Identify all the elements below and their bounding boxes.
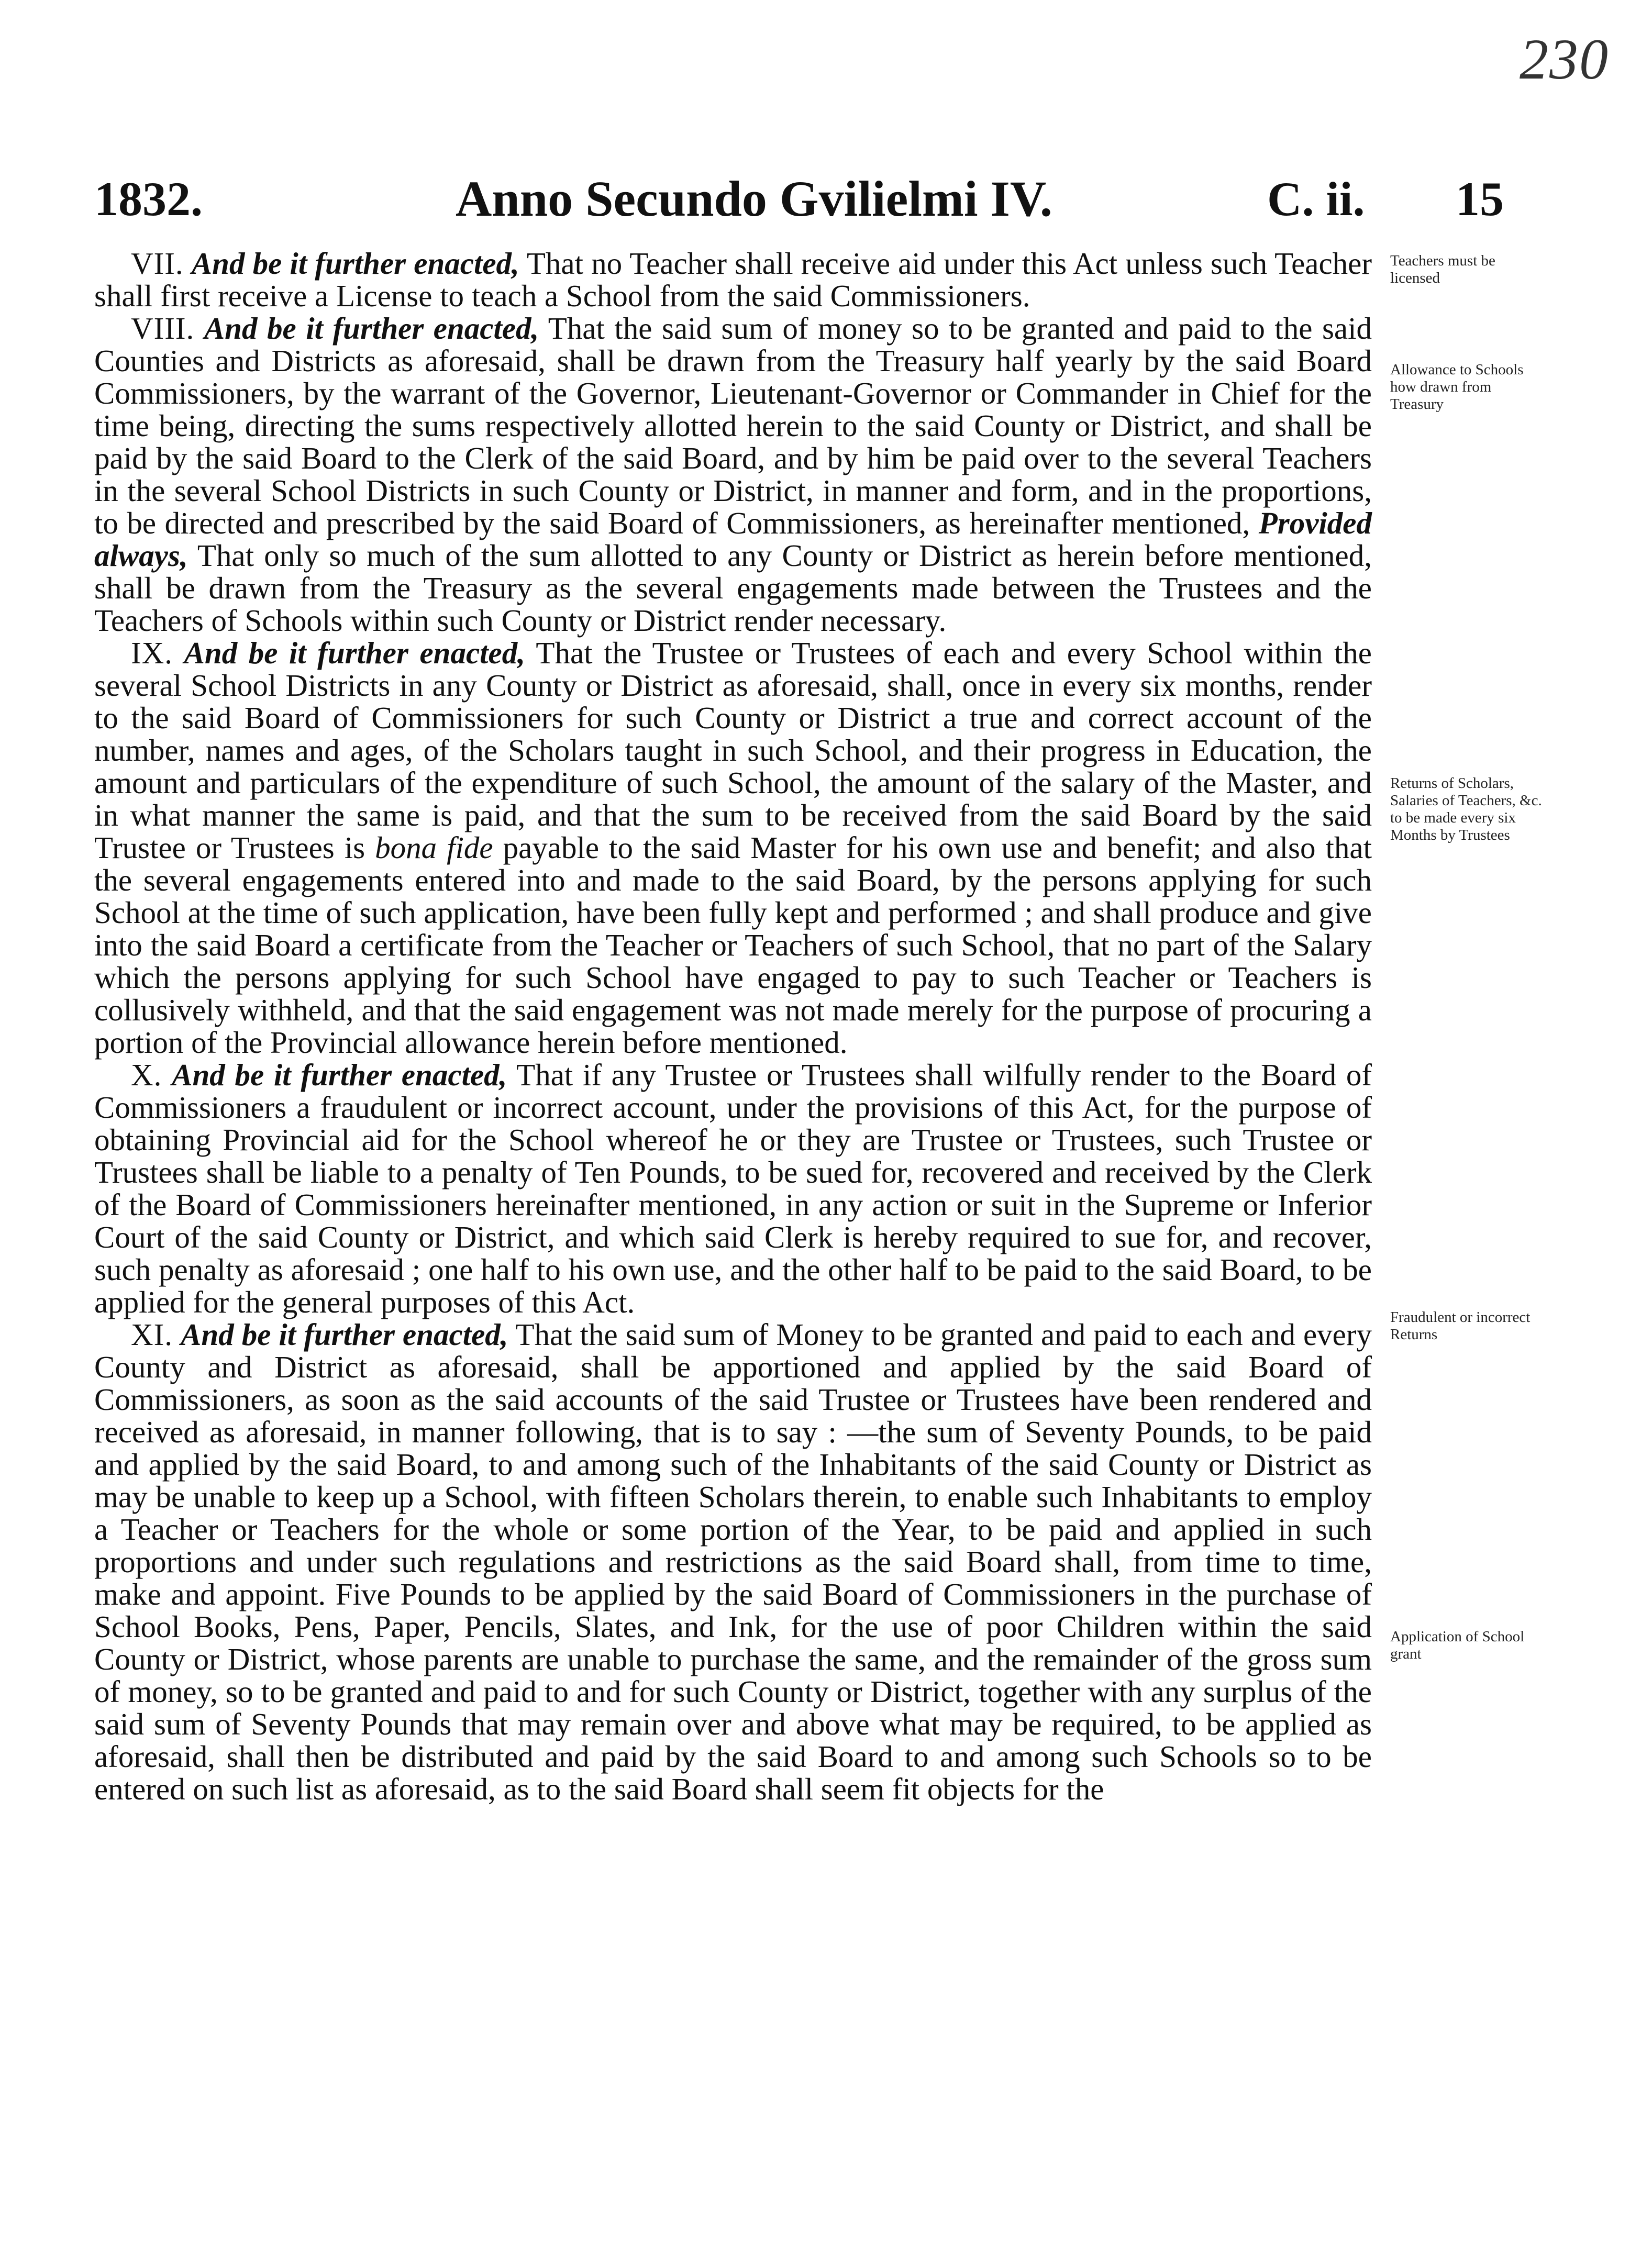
- header-chapter: C. ii.: [1267, 172, 1365, 226]
- section-number: IX.: [131, 636, 173, 670]
- section-number: X.: [131, 1058, 162, 1092]
- margin-note-returns: Returns of Scholars, Salaries of Teachers, &c. to be made every six Months by Trustees: [1390, 775, 1542, 843]
- margin-note-teachers-licensed: Teachers must be licensed: [1390, 252, 1495, 286]
- running-header: [94, 168, 1508, 230]
- enacting-phrase: And be it further enacted,: [181, 1317, 508, 1352]
- section-vii: [94, 247, 1372, 312]
- folio-number: 230: [1520, 27, 1609, 91]
- margin-note-application: Application of School grant: [1390, 1628, 1525, 1662]
- section-xi: [94, 1318, 1372, 1805]
- section-x: [94, 1059, 1372, 1318]
- header-title: Anno Secundo Gvilielmi IV.: [456, 171, 1052, 227]
- enacting-phrase: And be it further enacted,: [204, 311, 539, 346]
- section-text: That the said sum of money so to be granted and paid to the said Counties and Districts as aforesaid, shall be drawn from the Treasury half yearly by the said Board Commissioners, by the warrant of the Governor, Lieutenant-Governor or Commander in Chief for the time being, directing the sums respectively allotted herein to the said County or District, and shall be paid by the said Board to the Clerk of the said Board, and by him be paid over to the several Teachers in the several School Districts in such County or District, in manner and form, and in the proportions, to be directed and prescribed by the said Board of Commissioners, as hereinafter mentioned,: [94, 311, 1372, 540]
- section-text-continued: payable to the said Master for his own use and benefit; and also that the several engagements entered into and made to the said Board, by the persons applying for such School at the time of such application, have been fully kept and performed ; and shall produce and give into the said Board a certificate from the Teacher or Teachers of such School, that no part of the Salary which the persons applying for such School have engaged to pay to such Teacher or Teachers is collusively withheld, and that the said engagement was not made merely for the purpose of procuring a portion of the Provincial allowance herein before mentioned.: [94, 830, 1372, 1060]
- section-number: VII.: [131, 246, 184, 281]
- enacting-phrase: And be it further enacted,: [191, 246, 519, 281]
- header-year: 1832.: [94, 172, 203, 226]
- section-text: That no Teacher shall receive aid under this Act unless such Teacher shall first receive a License to teach a School from the said Commissioners.: [94, 246, 1372, 313]
- section-text: That the said sum of Money to be granted and paid to each and every County and District as aforesaid, shall be apportioned and applied by the said Board of Commissioners, as soon as the said accounts of the said Trustee or Trustees have been rendered and received as aforesaid, in manner following, that is to say : —the sum of Seventy Pounds, to be paid and applied by the said Board, to and among such of the Inhabitants of the said County or District as may be unable to keep up a School, with fifteen Scholars therein, to enable such Inhabitants to employ a Teacher or Teachers for the whole or some portion of the Year, to be paid and applied in such proportions and under such regulations and restrictions as the said Board shall, from time to time, make and appoint. Five Pounds to be applied by the said Board of Commissioners in the purchase of School Books, Pens, Paper, Pencils, Slates, and Ink, for the use of poor Children within the said County or District, whose parents are unable to purchase the same, and the remainder of the gross sum of money, so to be granted and paid to and for such County or District, together with any surplus of the said sum of Seventy Pounds that may remain over and above what may be required, to be applied as aforesaid, shall then be distributed and paid by the said Board to and among such Schools so to be entered on such list as aforesaid, as to the said Board shall seem fit objects for the: [94, 1317, 1372, 1806]
- section-text: That the Trustee or Trustees of each and every School within the several School Districts in any County or District as aforesaid, shall, once in every six months, render to the said Board of Commissioners for such County or District a true and correct account of the number, names and ages, of the Scholars taught in such School, and their progress in Education, the amount and particulars of the expenditure of such School, the amount of the salary of the Master, and in what manner the same is paid, and that the sum to be received from the said Board by the said Trustee or Trustees is: [94, 636, 1372, 865]
- enacting-phrase: And be it further enacted,: [184, 636, 525, 670]
- enacting-phrase: And be it further enacted,: [172, 1058, 507, 1092]
- statute-text: [94, 247, 1372, 1805]
- margin-note-allowance: Allowance to Schools how drawn from Treasury: [1390, 361, 1524, 413]
- section-number: VIII.: [131, 311, 195, 346]
- section-viii: [94, 312, 1372, 637]
- section-ix: [94, 637, 1372, 1059]
- section-text: That if any Trustee or Trustees shall wilfully render to the Board of Commissioners a fraudulent or incorrect account, under the provisions of this Act, for the purpose of obtaining Provincial aid for the School whereof he or they are Trustee or Trustees, such Trustee or Trustees shall be liable to a penalty of Ten Pounds, to be sued for, recovered and received by the Clerk of the Board of Commissioners hereinafter mentioned, in any action or suit in the Supreme or Inferior Court of the said County or District, and which said Clerk is hereby required to sue for, and recover, such penalty as aforesaid ; one half to his own use, and the other half to be paid to the said Board, to be applied for the general purposes of this Act.: [94, 1058, 1372, 1319]
- margin-note-fraudulent: Fraudulent or incorrect Returns: [1390, 1309, 1531, 1343]
- section-number: XI.: [131, 1317, 173, 1352]
- section-text-continued: That only so much of the sum allotted to any County or District as herein before mentioned, shall be drawn from the Treasury as the several engagements made between the Trustees and the Teachers of Schools within such County or District render necessary.: [94, 538, 1372, 638]
- proviso-phrase: Provided always,: [94, 506, 1372, 573]
- latin-phrase: bona fide: [375, 830, 493, 865]
- header-page-number: 15: [1456, 172, 1504, 226]
